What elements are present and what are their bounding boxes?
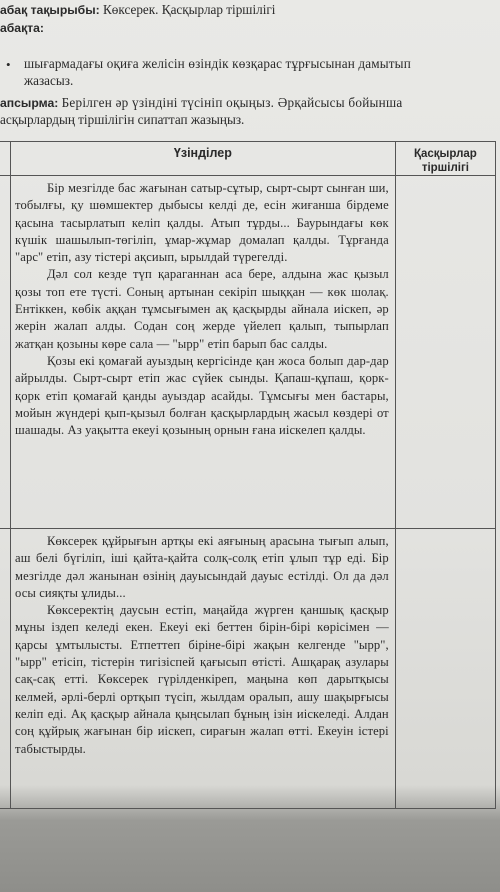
- lesson-goals-label: абақта:: [0, 21, 44, 35]
- lesson-topic-value: Көксерек. Қасқырлар тіршілігі: [102, 2, 276, 17]
- bullet-dot-icon: •: [6, 57, 11, 72]
- table-header-row: [0, 142, 496, 176]
- excerpt-cell-1: [11, 176, 396, 529]
- task-text-2: асқырлардың тіршілігін сипаттап жазыңыз.: [0, 112, 245, 127]
- task-label: апсырма:: [0, 96, 59, 110]
- row-number-cell: [0, 529, 11, 809]
- answer-cell-2[interactable]: [395, 529, 495, 809]
- table-row: [0, 529, 496, 809]
- goal-text-line-1: шығармадағы оқиға желісін өзіндік көзқарас тұрғысынан дамытып: [24, 56, 411, 71]
- lesson-topic-line: [0, 2, 275, 18]
- answer-cell-1[interactable]: [395, 176, 495, 529]
- task-text-1: Берілген әр үзіндіні түсініп оқыңыз. Әрқайсысы бойынша: [61, 95, 403, 110]
- excerpts-table: [0, 141, 496, 809]
- row-number-cell: [0, 176, 11, 529]
- header-excerpts: Үзінділер: [11, 142, 396, 176]
- excerpt-2-paragraph-1: Көксерек құйрығын артқы екі аяғының арасына тығып алып, аш белі бүгіліп, іші қайта-қайта солқ-солқ етіп ұлып тұр еді. Бір мезгілде дәл жанынан өзінің дауысындай дауыс естілді. Ол да дәл осы сияқты ұлиды...: [15, 534, 389, 600]
- excerpt-2-paragraph-2: Көксеректің даусын естіп, маңайда жүрген қаншық қасқыр мұны іздеп келеді екен. Екеуі екі беттен бірін-бірі көрісімен — қарсы ұмтылысты. Етпеттеп біріне-бірі жақын келгенде "ырр", "ырр" етісіп, тістерін тигізіспей қағысып өтісті. Ашқарақ азулары сақ-сақ етті. Көксерек гүрілденкіреп, маңына көп дарытқысы келмей, әрлі-берлі ортқып түсіп, жылдам оралып, ашу шақырғысы келіп еді. Ақ қасқыр айнала қыңсылап бұның ізін иіскеледі. Алдан соң құйрық жағынан бір иіскеп, сирағын жалап өтті. Екеуін істері табыстырды.: [15, 603, 389, 756]
- excerpt-cell-2: [11, 529, 396, 809]
- header-wolves-line-1: Қасқырлар: [413, 148, 477, 160]
- excerpt-1-paragraph-2: Дәл сол кезде түп қараганнан аса бере, алдына жас қызыл қозы топ ете түсті. Соның артынан секіріп шыққан — көк шолақ. Ентіккен, көбік аққан тұмсығымен ақ қасқырды айнала иіскеп, әр жерін жалап алды. Содан соң жерде үйелеп қалып, тыпырлап жатқан қозыны көре сала — "ырр" етіп барып бас салды.: [15, 267, 389, 351]
- header-wolves-line-2: тіршілігі: [421, 162, 469, 174]
- excerpt-1-paragraph-3: Қозы екі қомағай ауыздың кергісінде қан жоса болып дар-дар айрылды. Сырт-сырт етіп жас сүйек сынды. Қапаш-құпаш, қорк-қорк етіп қомағай қанды ауыздар асайды. Тұмсығы мен бастары, мойын жүндері қып-қызыл болған қасқырлардың жасыл көздері от шашады. Аз уақытта екеуі қозының орнын ғана иіскелеп қалды.: [15, 353, 389, 438]
- lesson-goals-line: [0, 20, 44, 36]
- task-line-1: [0, 95, 402, 111]
- header-cell-empty: [0, 142, 11, 176]
- lesson-topic-label: абақ тақырыбы:: [0, 3, 100, 17]
- excerpt-1-paragraph-1: Бір мезгілде бас жағынан сатыр-сұтыр, сырт-сырт сынған ши, тобылғы, қу шөмшектер дыбысы келді де, есін жиғанша бірдеме қасына тасырлатып келіп қалды. Атып тұрды... Баурындағы көк күшік шашылып-төгіліп, ұмар-жұмар домалап қалды. Тұрғанда "арс" етіп, азу тістері ақсиып, ырылдай түрегелді.: [15, 181, 389, 265]
- table-row: [0, 176, 496, 529]
- header-wolves-life: [395, 142, 495, 176]
- goal-text-line-2: жазасыз.: [24, 73, 74, 88]
